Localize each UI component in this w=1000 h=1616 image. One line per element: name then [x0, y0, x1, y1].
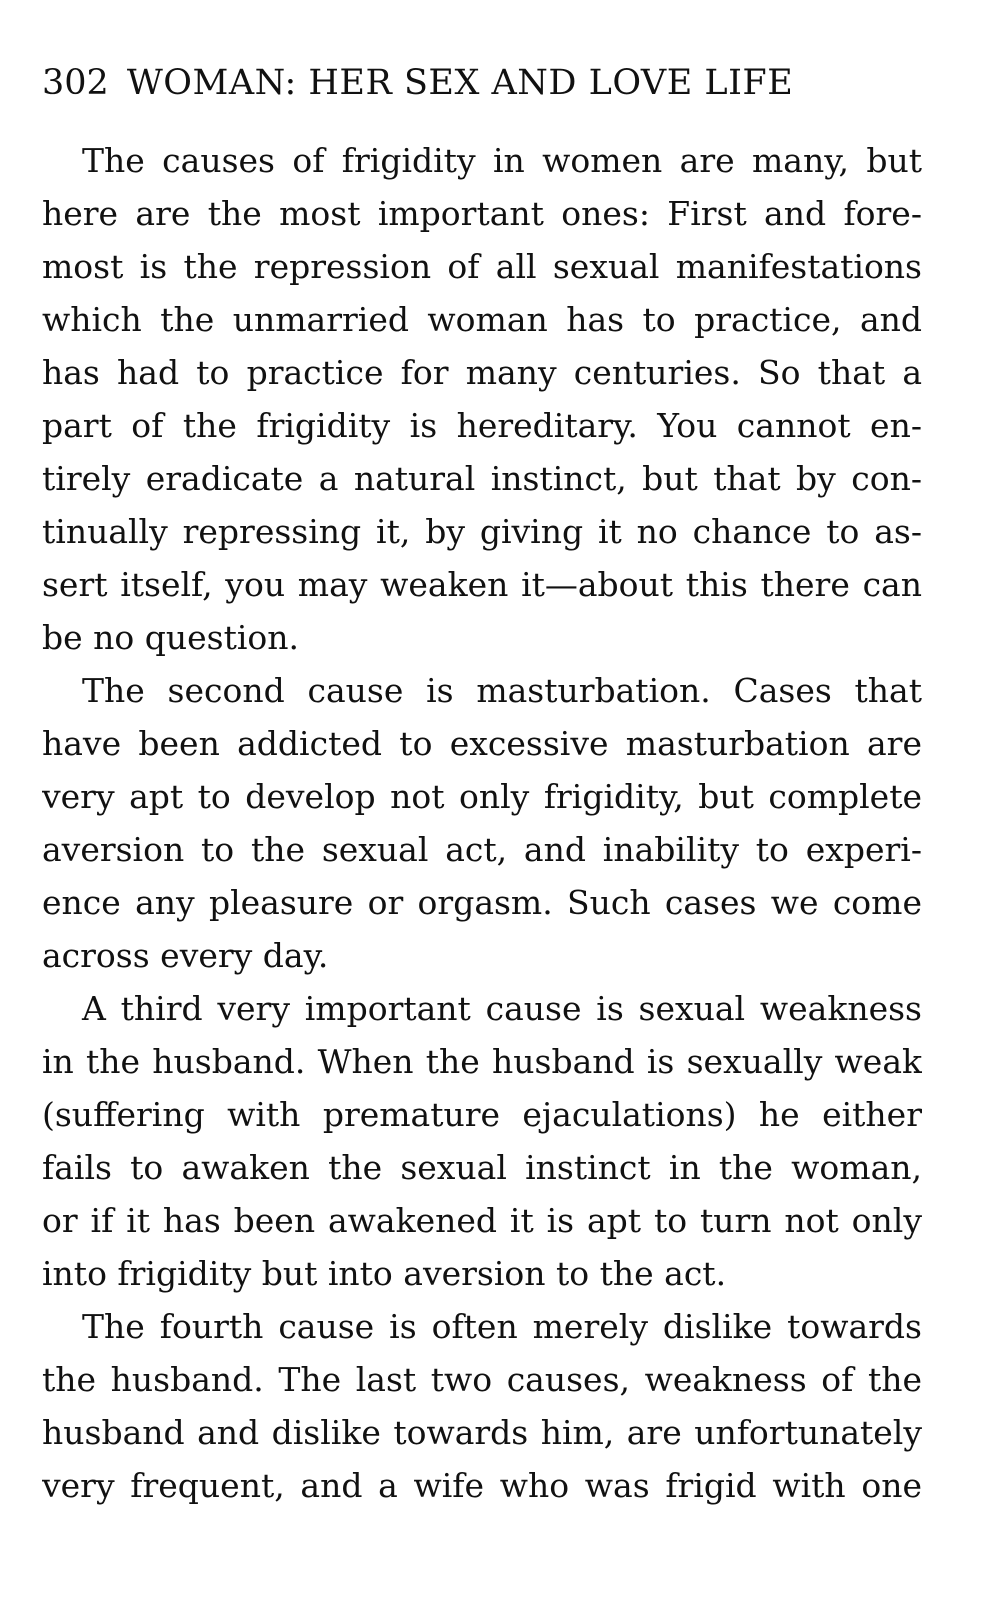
text-line: the husband. The last two causes, weakness of the [42, 1360, 922, 1399]
text-line: has had to practice for many centuries. So that a [42, 353, 922, 392]
text-line: part of the frigidity is hereditary. You cannot en- [42, 406, 922, 445]
text-line: into frigidity but into aversion to the act. [42, 1254, 727, 1293]
text-line: be no question. [42, 618, 300, 657]
text-line: The fourth cause is often merely dislike towards [82, 1307, 922, 1346]
running-head [42, 58, 922, 108]
body-text [42, 134, 922, 1512]
text-line: sert itself, you may weaken it—about this there can [42, 565, 922, 604]
text-line: very apt to develop not only frigidity, but complete [42, 777, 922, 816]
text-line: fails to awaken the sexual instinct in the woman, [42, 1148, 922, 1187]
text-line: husband and dislike towards him, are unfortunately [42, 1413, 922, 1452]
text-line: tirely eradicate a natural instinct, but that by con- [42, 459, 922, 498]
text-line: most is the repression of all sexual manifestations [42, 247, 922, 286]
paragraph-3 [42, 982, 922, 1300]
text-line: very frequent, and a wife who was frigid with one [42, 1466, 922, 1505]
text-line: (suffering with premature ejaculations) he either [42, 1095, 922, 1134]
paragraph-2 [42, 664, 922, 982]
text-line: aversion to the sexual act, and inability to experi- [42, 830, 922, 869]
paragraph-1 [42, 134, 922, 664]
text-line: tinually repressing it, by giving it no chance to as- [42, 512, 922, 551]
text-line: A third very important cause is sexual weakness [82, 989, 922, 1028]
book-title: WOMAN: HER SEX AND LOVE LIFE [126, 63, 794, 103]
page-number: 302 [42, 63, 109, 103]
text-line: which the unmarried woman has to practice, and [42, 300, 922, 339]
text-line: The second cause is masturbation. Cases that [82, 671, 922, 710]
text-line: have been addicted to excessive masturbation are [42, 724, 922, 763]
paragraph-4 [42, 1300, 922, 1512]
text-line: The causes of frigidity in women are many, but [82, 141, 922, 180]
text-line: here are the most important ones: First and fore- [42, 194, 922, 233]
text-line: ence any pleasure or orgasm. Such cases we come [42, 883, 922, 922]
text-line: in the husband. When the husband is sexually weak [42, 1042, 922, 1081]
text-line: across every day. [42, 936, 329, 975]
text-line: or if it has been awakened it is apt to turn not only [42, 1201, 922, 1240]
